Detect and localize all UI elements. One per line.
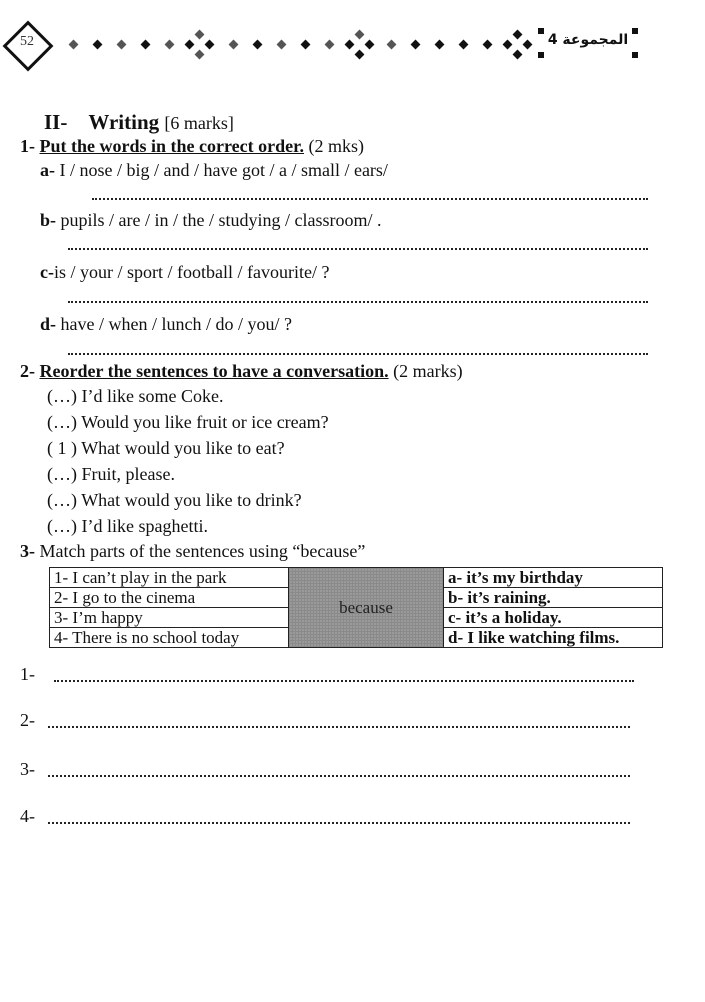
item-letter: a- [40,160,55,180]
section-heading [44,110,234,135]
diamond-icon [523,40,533,50]
question-1-heading [20,136,364,157]
decorative-diamond-border [70,34,510,56]
order-slot[interactable]: (…) [47,386,77,406]
diamond-icon [117,40,127,50]
answer-line[interactable] [48,726,630,728]
page-number: 52 [20,34,34,49]
diamond-icon [435,40,445,50]
conversation-text: Fruit, please. [81,464,175,484]
diamond-icon [195,50,205,60]
section-marks: [6 marks] [164,113,234,133]
answer-label: 3- [20,759,35,779]
matching-table [49,567,663,648]
diamond-icon [503,40,513,50]
diamond-icon [195,30,205,40]
conversation-line [47,438,285,459]
order-slot[interactable]: (…) [47,464,77,484]
diamond-icon [229,40,239,50]
question-number: 2- [20,361,35,381]
item-letter: c- [40,262,54,282]
conversation-text: What would you like to eat? [81,438,285,458]
conversation-line [47,490,302,511]
diamond-icon [483,40,493,50]
corner-bracket-icon [632,28,638,34]
diamond-icon [513,50,523,60]
question-instruction: Put the words in the correct order. [39,136,304,156]
sentence-end: c- it’s a holiday. [444,608,663,628]
item-text: is / your / sport / football / favourite/ ? [53,262,330,282]
sentence-end: a- it’s my birthday [444,568,663,588]
order-slot[interactable]: (…) [47,516,77,536]
answer-label: 1- [20,664,35,684]
item-letter: d- [40,314,57,334]
question-2-heading [20,361,463,382]
diamond-icon [411,40,421,50]
answer-line[interactable] [48,822,630,824]
diamond-icon [345,40,355,50]
order-slot[interactable]: ( 1 ) [47,438,77,458]
section-numeral: II- [44,110,68,134]
conversation-line [47,386,223,407]
answer-line[interactable] [68,353,648,355]
diamond-icon [141,40,151,50]
conversation-text: I’d like some Coke. [81,386,224,406]
item-text: pupils / are / in / the / studying / classroom/ . [60,210,382,230]
q1-item-c [40,262,329,283]
corner-bracket-icon [538,52,544,58]
answer-line[interactable] [48,775,630,777]
diamond-icon [253,40,263,50]
diamond-icon [277,40,287,50]
diamond-icon [365,40,375,50]
diamond-icon [355,50,365,60]
section-title: Writing [88,110,160,134]
diamond-icon [355,30,365,40]
item-letter: b- [40,210,57,230]
answer-line[interactable] [68,301,648,303]
conversation-text: I’d like spaghetti. [81,516,208,536]
diamond-icon [185,40,195,50]
sentence-start: 1- I can’t play in the park [50,568,289,588]
question-3-heading [20,541,365,562]
item-text: have / when / lunch / do / you/ ? [60,314,292,334]
question-number: 1- [20,136,35,156]
order-slot[interactable]: (…) [47,412,77,432]
conversation-line [47,516,208,537]
table-row [50,568,663,588]
sentence-end: d- I like watching films. [444,628,663,648]
group-label [538,28,638,58]
group-label-text: المجموعة 4 [547,32,629,48]
conversation-line [47,464,175,485]
order-slot[interactable]: (…) [47,490,77,510]
answer-label: 4- [20,806,35,826]
sentence-start: 4- There is no school today [50,628,289,648]
question-instruction: Match parts of the sentences using “because” [39,541,366,561]
conversation-line [47,412,329,433]
diamond-icon [459,40,469,50]
question-marks: (2 marks) [393,361,463,381]
diamond-icon [387,40,397,50]
answer-label: 2- [20,710,35,730]
question-instruction: Reorder the sentences to have a conversation. [39,361,389,381]
diamond-icon [165,40,175,50]
corner-bracket-icon [632,52,638,58]
q1-item-d [40,314,292,335]
sentence-start: 3- I’m happy [50,608,289,628]
question-number: 3- [20,541,35,561]
because-connector: because [289,568,444,648]
answer-line[interactable] [54,680,634,682]
page-number-badge [6,24,46,64]
answer-line[interactable] [92,198,648,200]
conversation-text: Would you like fruit or ice cream? [81,412,329,432]
answer-line[interactable] [68,248,648,250]
question-marks: (2 mks) [308,136,364,156]
item-text: I / nose / big / and / have got / a / small / ears/ [59,160,388,180]
sentence-end: b- it’s raining. [444,588,663,608]
diamond-icon [325,40,335,50]
sentence-start: 2- I go to the cinema [50,588,289,608]
diamond-icon [513,30,523,40]
diamond-icon [93,40,103,50]
diamond-icon [205,40,215,50]
q1-item-b [40,210,381,231]
diamond-icon [69,40,79,50]
diamond-icon [301,40,311,50]
q1-item-a [40,160,388,181]
conversation-text: What would you like to drink? [81,490,302,510]
